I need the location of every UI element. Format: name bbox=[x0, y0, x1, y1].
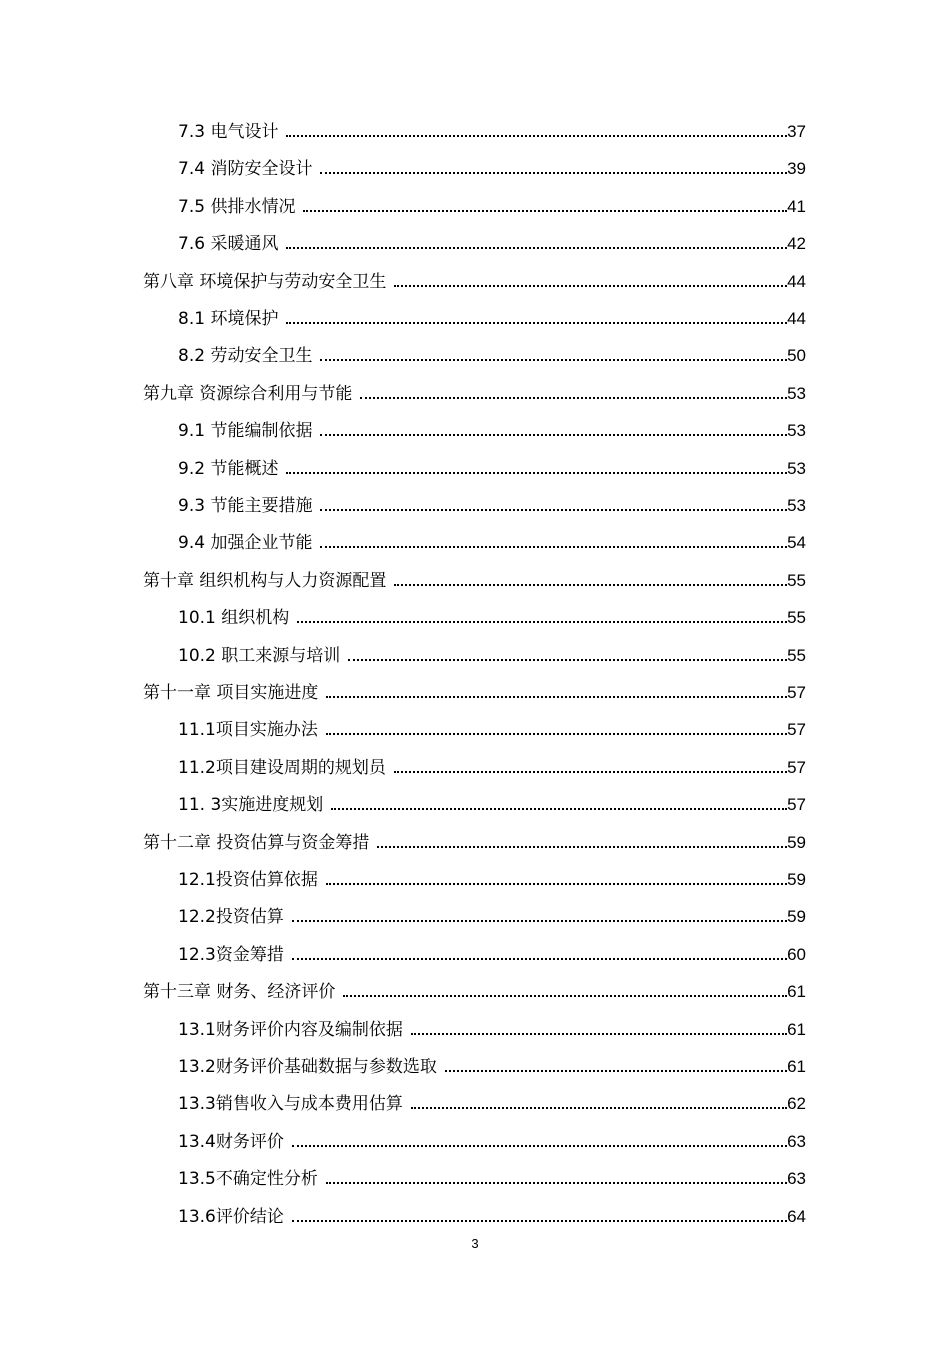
toc-entry-page: 37 bbox=[787, 122, 806, 141]
toc-section-entry[interactable] bbox=[178, 155, 806, 179]
toc-dot-leader bbox=[360, 397, 787, 399]
toc-section-entry[interactable] bbox=[178, 492, 806, 516]
toc-entry-title: 第十章 组织机构与人力资源配置 bbox=[143, 571, 387, 591]
toc-section-entry[interactable] bbox=[178, 1203, 806, 1227]
toc-dot-leader bbox=[286, 247, 787, 249]
toc-entry-page: 50 bbox=[787, 346, 806, 365]
toc-entry-title: 7.6 采暖通风 bbox=[178, 234, 279, 254]
toc-dot-leader bbox=[394, 771, 787, 773]
toc-section-entry[interactable] bbox=[178, 305, 806, 329]
toc-entry-title: 10.2 职工来源与培训 bbox=[178, 646, 341, 666]
toc-entry-page: 59 bbox=[787, 907, 806, 926]
toc-entry-title: 第八章 环境保护与劳动安全卫生 bbox=[143, 272, 387, 292]
toc-dot-leader bbox=[348, 659, 787, 661]
toc-entry-title: 第十二章 投资估算与资金筹措 bbox=[143, 833, 370, 853]
toc-entry-title: 13.6评价结论 bbox=[178, 1207, 284, 1227]
toc-entry-page: 63 bbox=[787, 1132, 806, 1151]
toc-entry-title: 8.1 环境保护 bbox=[178, 309, 279, 329]
toc-entry-page: 53 bbox=[787, 384, 806, 403]
toc-entry-title: 11. 3实施进度规划 bbox=[178, 795, 324, 815]
toc-section-entry[interactable] bbox=[178, 1016, 806, 1040]
toc-chapter-entry[interactable] bbox=[143, 567, 806, 591]
toc-dot-leader bbox=[286, 135, 787, 137]
toc-section-entry[interactable] bbox=[178, 642, 806, 666]
toc-entry-page: 63 bbox=[787, 1169, 806, 1188]
toc-section-entry[interactable] bbox=[178, 1128, 806, 1152]
toc-dot-leader bbox=[320, 359, 787, 361]
toc-entry-page: 55 bbox=[787, 646, 806, 665]
toc-section-entry[interactable] bbox=[178, 754, 806, 778]
toc-dot-leader bbox=[292, 1220, 787, 1222]
toc-entry-title: 9.3 节能主要措施 bbox=[178, 496, 313, 516]
toc-entry-title: 9.2 节能概述 bbox=[178, 459, 279, 479]
toc-section-entry[interactable] bbox=[178, 791, 806, 815]
toc-entry-page: 41 bbox=[787, 197, 806, 216]
toc-entry-title: 12.3资金筹措 bbox=[178, 945, 284, 965]
toc-dot-leader bbox=[445, 1070, 787, 1072]
toc-dot-leader bbox=[411, 1107, 787, 1109]
toc-section-entry[interactable] bbox=[178, 716, 806, 740]
toc-chapter-entry[interactable] bbox=[143, 978, 806, 1002]
toc-entry-title: 7.4 消防安全设计 bbox=[178, 159, 313, 179]
toc-entry-title: 11.2项目建设周期的规划员 bbox=[178, 758, 386, 778]
toc-section-entry[interactable] bbox=[178, 941, 806, 965]
toc-entry-title: 13.1财务评价内容及编制依据 bbox=[178, 1020, 403, 1040]
toc-section-entry[interactable] bbox=[178, 193, 806, 217]
page-number: 3 bbox=[471, 1236, 479, 1251]
toc-dot-leader bbox=[326, 733, 787, 735]
toc-dot-leader bbox=[320, 546, 787, 548]
toc-entry-page: 60 bbox=[787, 945, 806, 964]
toc-entry-page: 53 bbox=[787, 421, 806, 440]
toc-section-entry[interactable] bbox=[178, 1165, 806, 1189]
toc-entry-title: 第十三章 财务、经济评价 bbox=[143, 982, 336, 1002]
toc-entry-title: 12.1投资估算依据 bbox=[178, 870, 318, 890]
toc-entry-title: 9.1 节能编制依据 bbox=[178, 421, 313, 441]
toc-section-entry[interactable] bbox=[178, 342, 806, 366]
toc-section-entry[interactable] bbox=[178, 866, 806, 890]
toc-chapter-entry[interactable] bbox=[143, 679, 806, 703]
toc-dot-leader bbox=[286, 322, 787, 324]
toc-dot-leader bbox=[343, 995, 787, 997]
toc-entry-page: 62 bbox=[787, 1094, 806, 1113]
toc-entry-page: 61 bbox=[787, 1020, 806, 1039]
toc-entry-title: 11.1项目实施办法 bbox=[178, 720, 318, 740]
toc-dot-leader bbox=[292, 1145, 787, 1147]
toc-entry-title: 第十一章 项目实施进度 bbox=[143, 683, 319, 703]
toc-dot-leader bbox=[292, 958, 787, 960]
toc-chapter-entry[interactable] bbox=[143, 268, 806, 292]
toc-entry-title: 10.1 组织机构 bbox=[178, 608, 290, 628]
toc-entry-page: 64 bbox=[787, 1207, 806, 1226]
toc-entry-page: 54 bbox=[787, 533, 806, 552]
toc-entry-title: 第九章 资源综合利用与节能 bbox=[143, 384, 353, 404]
toc-section-entry[interactable] bbox=[178, 118, 806, 142]
toc-dot-leader bbox=[394, 285, 787, 287]
toc-dot-leader bbox=[411, 1033, 787, 1035]
toc-entry-page: 44 bbox=[787, 309, 806, 328]
toc-entry-page: 61 bbox=[787, 1057, 806, 1076]
toc-entry-page: 57 bbox=[787, 720, 806, 739]
toc-dot-leader bbox=[303, 210, 787, 212]
toc-dot-leader bbox=[394, 584, 787, 586]
toc-section-entry[interactable] bbox=[178, 1090, 806, 1114]
toc-dot-leader bbox=[286, 472, 787, 474]
toc-entry-page: 53 bbox=[787, 496, 806, 515]
toc-dot-leader bbox=[320, 509, 787, 511]
toc-entry-page: 44 bbox=[787, 272, 806, 291]
toc-dot-leader bbox=[320, 172, 787, 174]
toc-section-entry[interactable] bbox=[178, 903, 806, 927]
toc-dot-leader bbox=[377, 846, 787, 848]
toc-entry-page: 57 bbox=[787, 683, 806, 702]
toc-dot-leader bbox=[326, 696, 787, 698]
toc-dot-leader bbox=[297, 621, 787, 623]
toc-entry-title: 7.5 供排水情况 bbox=[178, 197, 296, 217]
toc-entry-page: 61 bbox=[787, 982, 806, 1001]
toc-section-entry[interactable] bbox=[178, 1053, 806, 1077]
toc-entry-page: 59 bbox=[787, 833, 806, 852]
toc-entry-page: 57 bbox=[787, 758, 806, 777]
toc-section-entry[interactable] bbox=[178, 417, 806, 441]
toc-entry-title: 8.2 劳动安全卫生 bbox=[178, 346, 313, 366]
toc-entry-page: 42 bbox=[787, 234, 806, 253]
toc-entry-page: 59 bbox=[787, 870, 806, 889]
toc-section-entry[interactable] bbox=[178, 455, 806, 479]
toc-entry-title: 13.4财务评价 bbox=[178, 1132, 284, 1152]
toc-section-entry[interactable] bbox=[178, 230, 806, 254]
toc-dot-leader bbox=[326, 883, 787, 885]
toc-dot-leader bbox=[331, 808, 787, 810]
toc-entry-title: 12.2投资估算 bbox=[178, 907, 284, 927]
toc-entry-page: 55 bbox=[787, 608, 806, 627]
toc-entry-title: 7.3 电气设计 bbox=[178, 122, 279, 142]
toc-dot-leader bbox=[326, 1182, 787, 1184]
toc-entry-page: 55 bbox=[787, 571, 806, 590]
toc-dot-leader bbox=[320, 434, 787, 436]
toc-entry-title: 13.5不确定性分析 bbox=[178, 1169, 318, 1189]
toc-entry-page: 39 bbox=[787, 159, 806, 178]
toc-entry-title: 9.4 加强企业节能 bbox=[178, 533, 313, 553]
toc-chapter-entry[interactable] bbox=[143, 829, 806, 853]
toc-dot-leader bbox=[292, 920, 787, 922]
toc-entry-title: 13.3销售收入与成本费用估算 bbox=[178, 1094, 403, 1114]
toc-chapter-entry[interactable] bbox=[143, 380, 806, 404]
toc-section-entry[interactable] bbox=[178, 604, 806, 628]
toc-section-entry[interactable] bbox=[178, 529, 806, 553]
toc-entry-page: 53 bbox=[787, 459, 806, 478]
toc-entry-page: 57 bbox=[787, 795, 806, 814]
toc-entry-title: 13.2财务评价基础数据与参数选取 bbox=[178, 1057, 437, 1077]
